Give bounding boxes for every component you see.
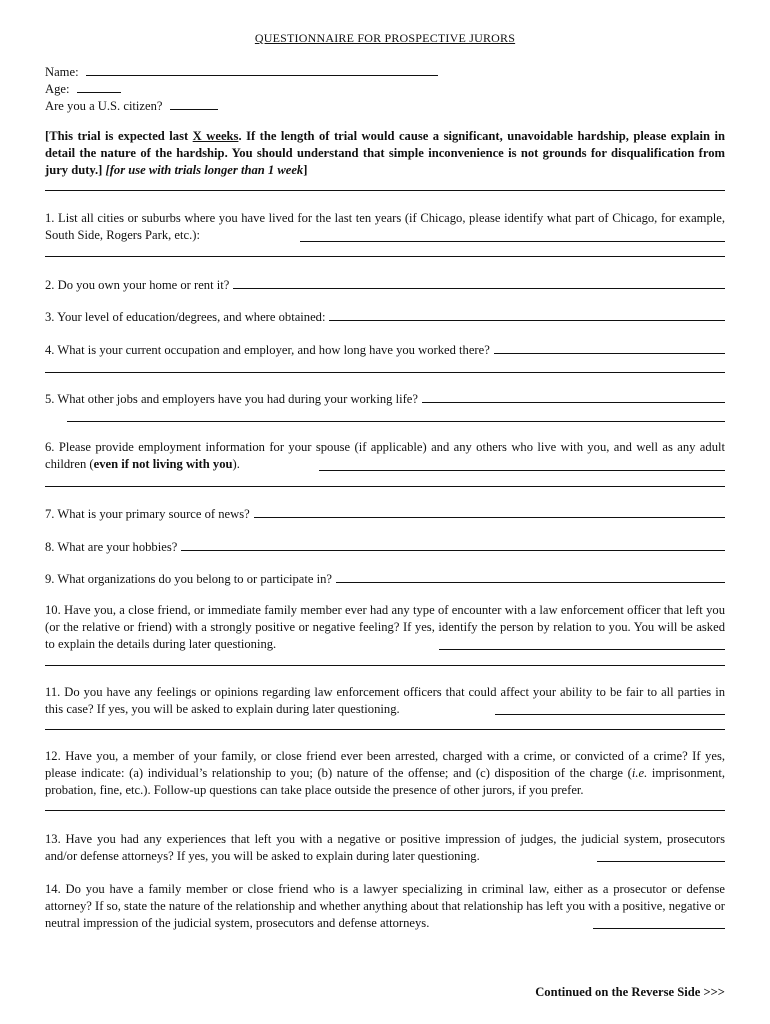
question-7-answer-line[interactable] — [254, 505, 725, 518]
question-4 — [45, 341, 725, 359]
question-8 — [45, 538, 725, 556]
question-2-answer-line[interactable] — [233, 276, 725, 289]
question-12-answer-line[interactable] — [45, 810, 725, 811]
question-4-text: 4. What is your current occupation and employer, and how long have you worked there? — [45, 343, 490, 357]
citizen-field-row — [45, 96, 725, 115]
question-14-answer-line[interactable] — [593, 915, 725, 929]
question-5-answer-line-2[interactable] — [67, 421, 725, 422]
question-13-answer-line[interactable] — [597, 848, 725, 862]
question-6-bold: even if not living with you — [93, 457, 233, 471]
question-4-answer-line-1[interactable] — [494, 341, 725, 354]
question-12-text: 12. Have you, a member of your family, or close friend ever been arrested, charged with a crime, or convicted of a crime? If yes, please indicate: (a) individual’s relationship to you; (b) nature of the offense; and (c) disposition of the charge ( — [45, 749, 725, 780]
question-12 — [45, 748, 725, 799]
question-6-answer-line-2[interactable] — [45, 486, 725, 487]
question-9-answer-line[interactable] — [336, 570, 725, 583]
question-2 — [45, 276, 725, 294]
page-title: QUESTIONNAIRE FOR PROSPECTIVE JURORS — [254, 31, 516, 45]
question-2-text: 2. Do you own your home or rent it? — [45, 278, 230, 292]
trial-length-notice — [45, 128, 725, 179]
question-11-text: 11. Do you have any feelings or opinions regarding law enforcement officers that could affect your ability to be fair to all parties in this case? If yes, you will be asked to explain during later questioning. — [45, 685, 725, 716]
question-6-answer-line-1[interactable] — [319, 457, 725, 471]
question-11-answer-line-2[interactable] — [45, 729, 725, 730]
question-4-answer-line-2[interactable] — [45, 372, 725, 373]
notice-weeks: X weeks — [192, 129, 239, 143]
question-11-answer-line-1[interactable] — [495, 701, 725, 715]
question-1-answer-line-2[interactable] — [45, 256, 725, 257]
question-8-answer-line[interactable] — [181, 538, 725, 551]
question-7-text: 7. What is your primary source of news? — [45, 507, 250, 521]
notice-close: ] — [303, 163, 308, 177]
question-3-answer-line[interactable] — [329, 308, 725, 321]
question-10-answer-line-1[interactable] — [439, 636, 725, 650]
citizen-input-line[interactable] — [170, 96, 218, 110]
question-5 — [45, 390, 725, 408]
notice-text-1: [This trial is expected last — [45, 129, 193, 143]
age-label: Age: — [45, 82, 70, 96]
citizen-label: Are you a U.S. citizen? — [45, 99, 163, 113]
question-9-text: 9. What organizations do you belong to or participate in? — [45, 572, 333, 586]
question-1-text: 1. List all cities or suburbs where you have lived for the last ten years (if Chicago, please identify what part of Chicago, for example, South Side, Rogers Park, etc.): — [45, 211, 725, 242]
question-3-text: 3. Your level of education/degrees, and where obtained: — [45, 310, 326, 324]
notice-text-2: . If the length of trial would cause a significant, unavoidable hardship, please explain in detail the nature of the hardship. You should understand that simple inconvenience is not grounds for disqualification from jury duty.] — [45, 129, 725, 177]
question-6-close: ). — [232, 457, 240, 471]
question-7 — [45, 505, 725, 523]
question-13-text: 13. Have you had any experiences that left you with a negative or positive impression of judges, the judicial system, prosecutors and/or defense attorneys? If yes, you will be asked to explain during later questioning. — [45, 832, 725, 863]
continued-footer: Continued on the Reverse Side >>> — [535, 985, 725, 999]
notice-italic: [for use with trials longer than 1 week — [105, 163, 304, 177]
question-9 — [45, 570, 725, 588]
question-12-text-end: imprisonment, probation, fine, etc.). Follow-up questions can take place outside the presence of other jurors, if you prefer. — [45, 766, 725, 797]
age-input-line[interactable] — [77, 79, 121, 93]
question-3 — [45, 308, 725, 326]
question-1-answer-line-1[interactable] — [300, 228, 725, 242]
question-10-text: 10. Have you, a close friend, or immediate family member ever had any type of encounter with a law enforcement officer that left you (or the relative or friend) with a strongly positive or negative feeling? If yes, identify the person by relation to you. You will be asked to explain the details during later questioning. — [45, 603, 725, 651]
name-input-line[interactable] — [86, 62, 438, 76]
question-5-answer-line-1[interactable] — [422, 390, 725, 403]
question-10-answer-line-2[interactable] — [45, 665, 725, 666]
question-5-text: 5. What other jobs and employers have you had during your working life? — [45, 392, 418, 406]
notice-answer-line[interactable] — [45, 190, 725, 191]
question-8-text: 8. What are your hobbies? — [45, 540, 178, 554]
question-6-text: 6. Please provide employment information for your spouse (if applicable) and any others who live with you, and well as any adult children ( — [45, 440, 725, 471]
question-14-text: 14. Do you have a family member or close friend who is a lawyer specializing in criminal law, either as a prosecutor or defense attorney? If so, state the nature of the relationship and whether anything about that relationship has left you with a positive, negative or neutral impression of the judicial system, prosecutors and defense attorneys. — [45, 882, 725, 930]
name-label: Name: — [45, 65, 79, 79]
question-12-italic: i.e. — [631, 766, 648, 780]
